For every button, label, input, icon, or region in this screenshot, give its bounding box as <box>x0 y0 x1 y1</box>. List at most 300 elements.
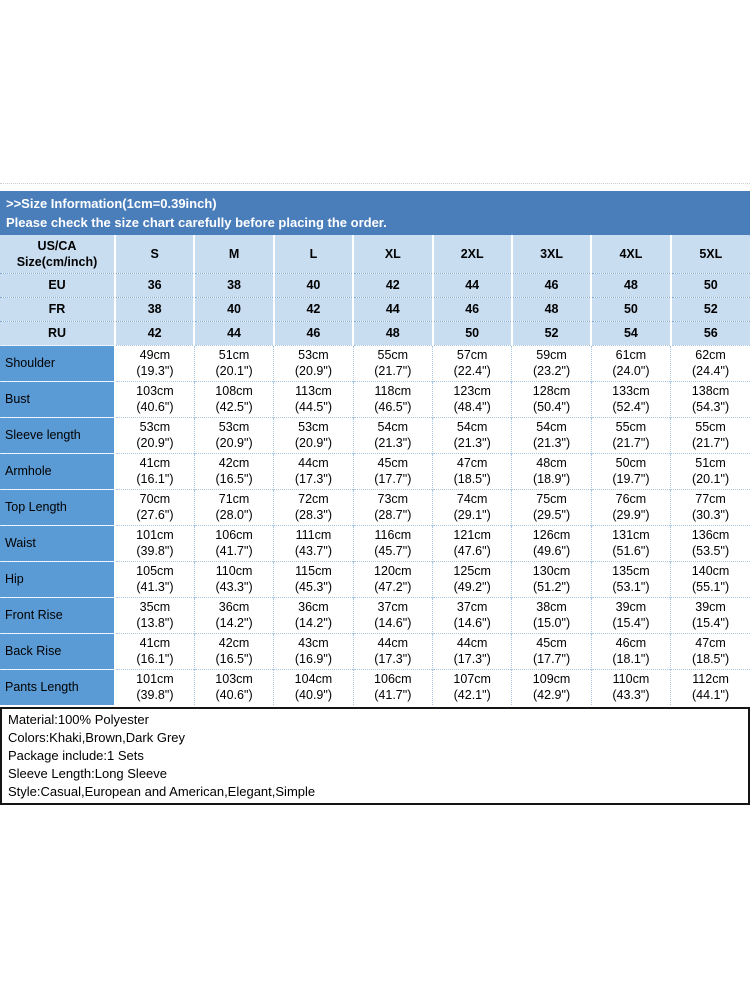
size-info-banner <box>0 191 750 235</box>
measurement-label: Shoulder <box>0 345 115 381</box>
measurement-value-cell <box>433 345 512 381</box>
value-cm: 54cm <box>377 420 409 434</box>
value-inch: (41.3") <box>136 580 174 594</box>
value-cm: 123cm <box>453 384 491 398</box>
region-label: RU <box>0 321 115 345</box>
value-inch: (17.7") <box>374 472 412 486</box>
value-inch: (14.6") <box>374 616 412 630</box>
value-cm: 38cm <box>536 600 567 614</box>
measurement-value-cell <box>274 453 353 489</box>
value-cm: 42cm <box>218 456 250 470</box>
value-inch: (23.2") <box>533 364 571 378</box>
measurement-label: Hip <box>0 561 115 597</box>
value-cm: 36cm <box>298 600 329 614</box>
value-inch: (39.8") <box>136 688 174 703</box>
value-inch: (49.2") <box>453 580 491 594</box>
value-cm: 53cm <box>298 420 329 434</box>
value-inch: (43.3") <box>612 688 650 703</box>
value-inch: (21.3") <box>533 436 571 450</box>
measurement-value-cell <box>433 633 512 669</box>
measurement-value-cell <box>433 381 512 417</box>
measurement-value-cell <box>194 633 273 669</box>
value-inch: (43.3") <box>215 580 253 594</box>
value-inch: (13.8") <box>136 616 174 630</box>
measurement-value-cell <box>194 489 273 525</box>
value-inch: (20.9") <box>136 436 174 450</box>
value-inch: (54.3") <box>692 400 730 414</box>
measurement-value-cell <box>433 597 512 633</box>
measurement-value-cell <box>274 417 353 453</box>
value-cm: 45cm <box>536 636 567 650</box>
measurement-value-cell <box>671 345 750 381</box>
value-inch: (44.5") <box>294 400 332 414</box>
product-detail-line: Sleeve Length:Long Sleeve <box>8 766 168 781</box>
corner-header <box>0 235 115 273</box>
value-inch: (17.3") <box>453 652 491 666</box>
value-inch: (21.3") <box>374 436 412 450</box>
measurement-value-cell <box>115 633 194 669</box>
value-cm: 70cm <box>139 492 171 506</box>
measurement-value-cell <box>591 669 670 705</box>
value-cm: 77cm <box>695 492 726 506</box>
measurement-value-cell <box>194 453 273 489</box>
measurement-value-cell <box>353 525 432 561</box>
value-inch: (24.0") <box>612 364 650 378</box>
value-cm: 43cm <box>298 636 329 650</box>
value-cm: 35cm <box>139 600 171 614</box>
value-cm: 46cm <box>615 636 647 650</box>
measurement-value-cell <box>591 633 670 669</box>
region-size-value: 42 <box>274 297 353 321</box>
value-inch: (17.3") <box>294 472 332 486</box>
measurement-value-cell <box>115 417 194 453</box>
measurement-value-cell <box>194 345 273 381</box>
top-divider <box>0 183 750 184</box>
measurement-value-cell <box>353 561 432 597</box>
region-size-value: 40 <box>194 297 273 321</box>
measurement-value-cell <box>274 489 353 525</box>
measurement-label: Top Length <box>0 489 115 525</box>
value-inch: (20.9") <box>294 436 332 450</box>
value-inch: (39.8") <box>136 544 174 558</box>
value-cm: 37cm <box>377 600 409 614</box>
measurement-value-cell <box>353 381 432 417</box>
measurement-value-cell <box>115 381 194 417</box>
corner-header-line2: Size(cm/inch) <box>16 254 98 269</box>
measurement-value-cell <box>115 525 194 561</box>
value-inch: (47.6") <box>453 544 491 558</box>
value-inch: (53.5") <box>692 544 730 558</box>
value-inch: (20.1") <box>215 364 253 378</box>
value-cm: 48cm <box>536 456 567 470</box>
measurement-row <box>0 417 750 453</box>
value-inch: (27.6") <box>136 508 174 522</box>
measurement-value-cell <box>194 561 273 597</box>
measurement-value-cell <box>274 525 353 561</box>
size-col-header: XL <box>353 235 432 273</box>
value-inch: (20.1") <box>692 472 730 486</box>
value-inch: (47.2") <box>374 580 412 594</box>
measurement-label: Pants Length <box>0 669 115 705</box>
measurement-value-cell <box>512 633 591 669</box>
measurement-value-cell <box>353 669 432 705</box>
value-inch: (46.5") <box>374 400 412 414</box>
value-cm: 126cm <box>532 528 571 542</box>
value-inch: (40.6") <box>136 400 174 414</box>
value-cm: 107cm <box>453 672 491 687</box>
value-cm: 57cm <box>456 348 488 362</box>
measurement-value-cell <box>115 453 194 489</box>
measurement-value-cell <box>591 561 670 597</box>
value-inch: (24.4") <box>692 364 730 378</box>
value-cm: 71cm <box>218 492 250 506</box>
value-inch: (21.7") <box>374 364 412 378</box>
measurement-value-cell <box>433 417 512 453</box>
value-cm: 120cm <box>374 564 412 578</box>
measurement-value-cell <box>194 669 273 705</box>
value-cm: 39cm <box>695 600 726 614</box>
measurement-value-cell <box>433 489 512 525</box>
value-inch: (22.4") <box>453 364 491 378</box>
value-inch: (16.1") <box>136 472 174 486</box>
value-cm: 51cm <box>695 456 726 470</box>
value-inch: (19.3") <box>136 364 174 378</box>
measurement-value-cell <box>671 489 750 525</box>
value-cm: 39cm <box>615 600 647 614</box>
value-cm: 44cm <box>456 636 488 650</box>
region-size-value: 52 <box>671 297 750 321</box>
measurement-value-cell <box>512 525 591 561</box>
measurement-value-cell <box>512 561 591 597</box>
measurement-row <box>0 633 750 669</box>
value-cm: 54cm <box>456 420 488 434</box>
value-inch: (16.1") <box>136 652 174 666</box>
region-size-value: 42 <box>115 321 194 345</box>
value-cm: 121cm <box>453 528 491 542</box>
region-label: EU <box>0 273 115 297</box>
value-cm: 55cm <box>615 420 647 434</box>
size-col-header: 3XL <box>512 235 591 273</box>
value-cm: 72cm <box>298 492 329 506</box>
region-size-value: 54 <box>591 321 670 345</box>
value-inch: (14.6") <box>453 616 491 630</box>
measurement-label: Armhole <box>0 453 115 489</box>
value-inch: (42.9") <box>533 688 571 703</box>
measurement-value-cell <box>433 561 512 597</box>
measurement-row <box>0 489 750 525</box>
measurement-label: Front Rise <box>0 597 115 633</box>
banner-title: >>Size Information(1cm=0.39inch) <box>6 196 217 211</box>
region-size-value: 38 <box>115 297 194 321</box>
measurement-value-cell <box>671 453 750 489</box>
region-size-value: 46 <box>433 297 512 321</box>
measurement-row <box>0 669 750 705</box>
product-details-box <box>0 707 750 805</box>
region-size-value: 56 <box>671 321 750 345</box>
size-col-header: S <box>115 235 194 273</box>
value-inch: (42.5") <box>215 400 253 414</box>
measurement-label: Sleeve length <box>0 417 115 453</box>
value-inch: (52.4") <box>612 400 650 414</box>
value-cm: 44cm <box>298 456 329 470</box>
value-inch: (40.9") <box>294 688 332 703</box>
value-cm: 53cm <box>298 348 329 362</box>
measurement-value-cell <box>591 417 670 453</box>
value-cm: 36cm <box>218 600 250 614</box>
measurement-value-cell <box>512 597 591 633</box>
value-inch: (17.3") <box>374 652 412 666</box>
value-cm: 76cm <box>615 492 647 506</box>
value-inch: (18.5") <box>692 652 730 666</box>
measurement-value-cell <box>274 345 353 381</box>
value-cm: 125cm <box>453 564 491 578</box>
measurement-value-cell <box>115 489 194 525</box>
value-inch: (29.5") <box>533 508 571 522</box>
measurement-value-cell <box>671 417 750 453</box>
measurement-value-cell <box>433 525 512 561</box>
region-size-value: 46 <box>512 273 591 297</box>
value-cm: 49cm <box>139 348 171 362</box>
value-cm: 110cm <box>215 564 253 578</box>
region-size-value: 36 <box>115 273 194 297</box>
measurement-value-cell <box>671 633 750 669</box>
value-cm: 131cm <box>612 528 650 542</box>
measurement-value-cell <box>115 561 194 597</box>
product-detail-line: Package include:1 Sets <box>8 748 144 763</box>
value-inch: (28.7") <box>374 508 412 522</box>
value-inch: (49.6") <box>533 544 571 558</box>
size-col-header: L <box>274 235 353 273</box>
measurement-value-cell <box>512 345 591 381</box>
measurement-value-cell <box>353 453 432 489</box>
value-inch: (45.3") <box>294 580 332 594</box>
value-cm: 110cm <box>612 672 650 687</box>
measurement-value-cell <box>671 525 750 561</box>
region-label: FR <box>0 297 115 321</box>
size-col-header: M <box>194 235 273 273</box>
value-inch: (16.5") <box>215 652 253 666</box>
value-cm: 128cm <box>532 384 571 398</box>
value-cm: 104cm <box>294 672 333 687</box>
region-size-value: 44 <box>433 273 512 297</box>
region-size-value: 50 <box>591 297 670 321</box>
region-size-value: 44 <box>194 321 273 345</box>
measurement-value-cell <box>512 417 591 453</box>
measurement-value-cell <box>591 525 670 561</box>
value-cm: 47cm <box>695 636 726 650</box>
region-size-row <box>0 321 750 345</box>
value-inch: (15.4") <box>692 616 730 630</box>
measurement-row <box>0 453 750 489</box>
measurement-row <box>0 597 750 633</box>
measurement-value-cell <box>274 633 353 669</box>
value-cm: 140cm <box>691 564 730 578</box>
measurement-row <box>0 381 750 417</box>
measurement-value-cell <box>115 345 194 381</box>
value-cm: 109cm <box>532 672 571 687</box>
value-cm: 112cm <box>692 672 729 687</box>
measurement-value-cell <box>194 525 273 561</box>
value-cm: 51cm <box>218 348 250 362</box>
value-inch: (18.9") <box>533 472 571 486</box>
value-inch: (30.3") <box>692 508 730 522</box>
value-cm: 53cm <box>218 420 250 434</box>
value-inch: (48.4") <box>453 400 491 414</box>
measurement-value-cell <box>194 597 273 633</box>
product-detail-line: Style:Casual,European and American,Elegant,Simple <box>8 784 316 799</box>
value-cm: 106cm <box>215 528 253 542</box>
value-cm: 108cm <box>215 384 253 398</box>
value-cm: 135cm <box>612 564 650 578</box>
value-cm: 55cm <box>695 420 726 434</box>
value-inch: (21.7") <box>692 436 730 450</box>
value-inch: (14.2") <box>215 616 253 630</box>
measurement-value-cell <box>433 453 512 489</box>
product-detail-line: Colors:Khaki,Brown,Dark Grey <box>8 730 185 745</box>
value-cm: 53cm <box>139 420 171 434</box>
measurement-value-cell <box>115 597 194 633</box>
measurement-value-cell <box>433 669 512 705</box>
value-cm: 45cm <box>377 456 409 470</box>
measurement-value-cell <box>671 597 750 633</box>
measurement-value-cell <box>591 597 670 633</box>
value-inch: (28.0") <box>215 508 253 522</box>
value-inch: (14.2") <box>294 616 332 630</box>
measurement-value-cell <box>671 669 750 705</box>
value-cm: 54cm <box>536 420 567 434</box>
measurement-value-cell <box>671 381 750 417</box>
region-size-value: 48 <box>512 297 591 321</box>
value-inch: (15.0") <box>533 616 571 630</box>
region-size-value: 40 <box>274 273 353 297</box>
region-size-value: 48 <box>591 273 670 297</box>
region-size-value: 38 <box>194 273 273 297</box>
measurement-value-cell <box>274 597 353 633</box>
value-cm: 62cm <box>695 348 726 362</box>
region-size-value: 52 <box>512 321 591 345</box>
region-size-value: 42 <box>353 273 432 297</box>
value-inch: (55.1") <box>692 580 730 594</box>
measurement-value-cell <box>512 381 591 417</box>
size-chart-table <box>0 235 750 705</box>
value-inch: (45.7") <box>374 544 412 558</box>
value-cm: 75cm <box>536 492 567 506</box>
value-cm: 133cm <box>612 384 650 398</box>
size-col-header: 2XL <box>433 235 512 273</box>
banner-subtitle: Please check the size chart carefully before placing the order. <box>6 215 387 230</box>
value-inch: (28.3") <box>294 508 332 522</box>
value-inch: (16.9") <box>294 652 332 666</box>
value-inch: (15.4") <box>612 616 650 630</box>
value-cm: 37cm <box>456 600 488 614</box>
measurement-label: Bust <box>0 381 115 417</box>
measurement-row <box>0 345 750 381</box>
value-cm: 113cm <box>295 384 332 398</box>
measurement-row <box>0 561 750 597</box>
value-inch: (16.5") <box>215 472 253 486</box>
region-size-row <box>0 273 750 297</box>
value-cm: 73cm <box>377 492 409 506</box>
value-inch: (51.6") <box>612 544 650 558</box>
value-cm: 50cm <box>615 456 647 470</box>
measurement-value-cell <box>115 669 194 705</box>
value-inch: (20.9") <box>215 436 253 450</box>
measurement-value-cell <box>353 417 432 453</box>
measurement-value-cell <box>353 633 432 669</box>
measurement-value-cell <box>353 489 432 525</box>
value-cm: 42cm <box>218 636 250 650</box>
value-cm: 103cm <box>136 384 174 398</box>
value-inch: (51.2") <box>533 580 571 594</box>
value-inch: (41.7") <box>374 688 412 703</box>
value-cm: 101cm <box>136 528 174 542</box>
measurement-value-cell <box>353 597 432 633</box>
value-inch: (18.5") <box>453 472 491 486</box>
value-cm: 74cm <box>456 492 488 506</box>
measurement-value-cell <box>274 669 353 705</box>
measurement-value-cell <box>194 417 273 453</box>
value-cm: 44cm <box>377 636 409 650</box>
measurement-value-cell <box>512 669 591 705</box>
value-cm: 47cm <box>456 456 488 470</box>
size-col-header: 4XL <box>591 235 670 273</box>
value-cm: 130cm <box>532 564 571 578</box>
value-cm: 59cm <box>536 348 567 362</box>
value-inch: (21.3") <box>453 436 491 450</box>
value-inch: (29.9") <box>612 508 650 522</box>
measurement-value-cell <box>591 489 670 525</box>
measurement-value-cell <box>512 489 591 525</box>
value-inch: (17.7") <box>533 652 571 666</box>
size-header-row <box>0 235 750 273</box>
value-cm: 101cm <box>136 672 174 687</box>
value-inch: (41.7") <box>215 544 253 558</box>
region-size-value: 46 <box>274 321 353 345</box>
measurement-value-cell <box>591 381 670 417</box>
value-inch: (40.6") <box>215 688 253 703</box>
measurement-row <box>0 525 750 561</box>
measurement-value-cell <box>274 381 353 417</box>
value-inch: (20.9") <box>294 364 332 378</box>
value-cm: 115cm <box>295 564 332 578</box>
value-cm: 111cm <box>295 528 332 542</box>
value-cm: 55cm <box>377 348 409 362</box>
value-cm: 118cm <box>374 384 412 398</box>
measurement-value-cell <box>591 453 670 489</box>
region-size-value: 50 <box>671 273 750 297</box>
value-cm: 116cm <box>374 528 412 542</box>
product-detail-line: Material:100% Polyester <box>8 712 149 727</box>
value-inch: (42.1") <box>453 688 491 703</box>
measurement-value-cell <box>274 561 353 597</box>
measurement-value-cell <box>353 345 432 381</box>
corner-header-line1: US/CA <box>37 238 77 253</box>
region-size-value: 48 <box>353 321 432 345</box>
measurement-value-cell <box>671 561 750 597</box>
region-size-value: 44 <box>353 297 432 321</box>
value-cm: 41cm <box>139 456 171 470</box>
region-size-row <box>0 297 750 321</box>
value-cm: 138cm <box>691 384 730 398</box>
value-inch: (43.7") <box>294 544 332 558</box>
value-inch: (19.7") <box>612 472 650 486</box>
value-cm: 136cm <box>691 528 730 542</box>
value-cm: 105cm <box>136 564 174 578</box>
region-size-value: 50 <box>433 321 512 345</box>
value-inch: (18.1") <box>612 652 650 666</box>
value-inch: (21.7") <box>612 436 650 450</box>
size-col-header: 5XL <box>671 235 750 273</box>
